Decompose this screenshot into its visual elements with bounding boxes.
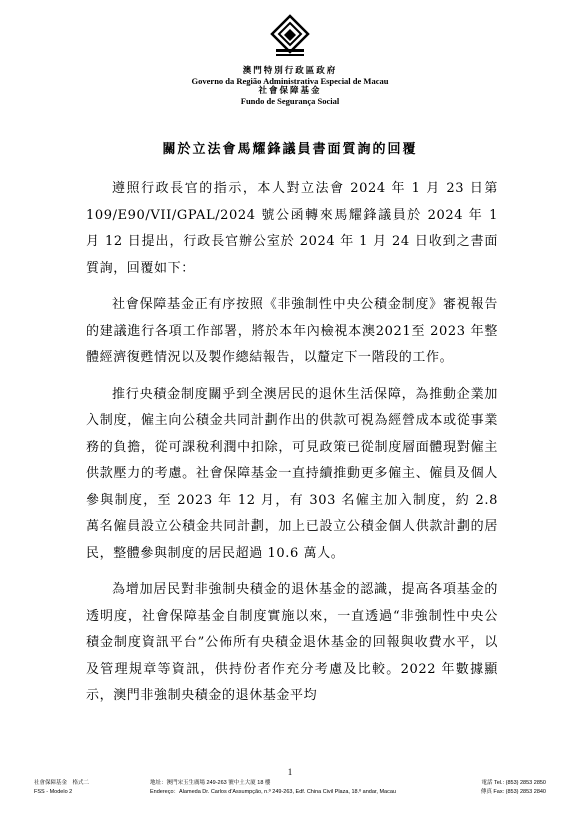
page-number: 1 — [287, 767, 293, 777]
paragraph-1: 遵照行政長官的指示，本人對立法會 2024 年 1 月 23 日第 109/E90/VII/GPAL/2024 號公函轉來馬耀鋒議員於 2024 年 1 月 12 日提出，行政長官辦公室於 2024 年 1 月 24 日收到之書面質詢，回覆如下： — [86, 181, 498, 276]
form-code-pt: FSS - Modelo 2 — [34, 789, 73, 795]
document-title: 關於立法會馬耀鋒議員書面質詢的回覆 — [162, 142, 418, 157]
address-pt: Endereço：Alameda Dr. Carlos d'Assumpção, n.º 249-263, Edf. China Civil Plaza, 18.º andar, Macau — [150, 789, 396, 795]
form-code — [34, 779, 89, 797]
footer-address — [150, 779, 396, 797]
paragraph-3: 推行央積金制度關乎到全澳居民的退休生活保障，為推動企業加入制度，僱主向公積金共同計劃作出的供款可視為經營成本或從事業務的負擔，從可課稅利潤中扣除，可見政策已從制度層面體現對僱主供款壓力的考慮。社會保障基金一直持續推動更多僱主、僱員及個人參與制度，至 2023 年 12 月，有 303 名僱主加入制度，約 2.8 萬名僱員設立公積金共同計劃，加上已設立公積金個人供款計劃的居民，整體參與制度的居民超過 10.6 萬人。 — [86, 386, 498, 561]
government-name-zh: 澳門特別行政區政府 — [242, 66, 338, 76]
address-zh: 地址：澳門宋玉生廣場 249-263 號中土大廈 18 樓 — [150, 780, 271, 786]
fund-name-zh: 社會保障基金 — [258, 86, 322, 96]
paragraph-2: 社會保障基金正有序按照《非強制性中央公積金制度》審視報告的建議進行各項工作部署，將於本年內檢視本澳2021至 2023 年整體經濟復甦情況以及製作總結報告，以釐定下一階段的工作。 — [86, 297, 498, 365]
government-name-pt: Governo da Região Administrativa Especial de Macau — [191, 76, 389, 86]
telephone: 電話 Tel.: (853) 2853 2850 — [481, 780, 546, 786]
document-body — [86, 176, 498, 720]
letterhead — [0, 66, 580, 106]
government-emblem-icon — [270, 14, 310, 58]
form-code-zh: 社會保障基金 格式二 — [34, 780, 90, 786]
paragraph-4: 為增加居民對非強制央積金的退休基金的認識，提高各項基金的透明度，社會保障基金自制度實施以來，一直透過“非強制性中央公積金制度資訊平台”公佈所有央積金退休基金的回報與收費水平，以及管理規章等資訊，供持份者作充分考慮及比較。2022 年數據顯示，澳門非強制央積金的退休基金平均 — [86, 582, 498, 703]
footer-contact — [481, 779, 546, 797]
fax: 傳真 Fax: (853) 2853 2840 — [480, 789, 546, 795]
fund-name-pt: Fundo de Segurança Social — [240, 96, 340, 106]
page-footer — [0, 779, 580, 809]
